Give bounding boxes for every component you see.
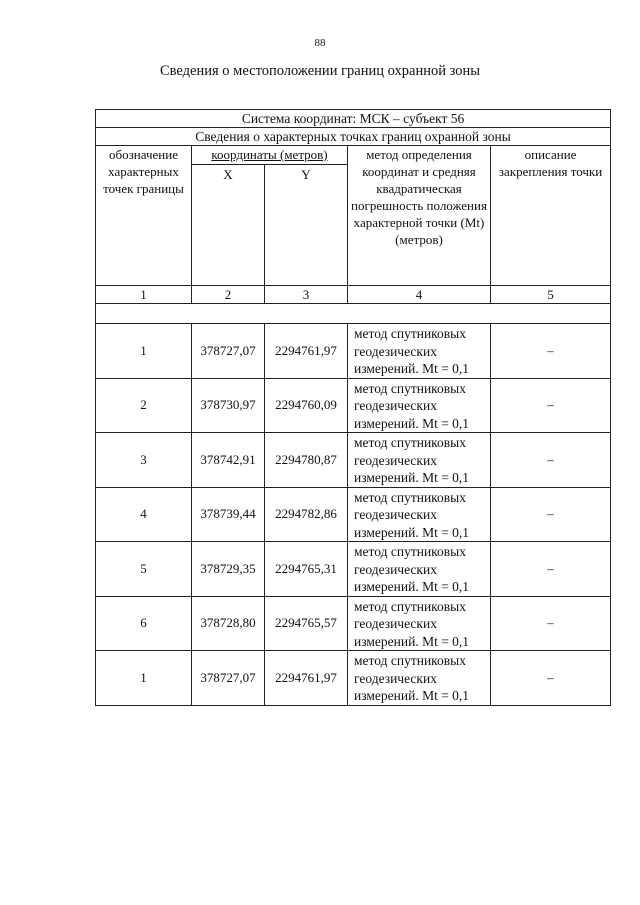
point-designation: 4 xyxy=(96,487,192,542)
boundary-points-table xyxy=(95,109,611,706)
table-row xyxy=(96,487,611,542)
header-row xyxy=(96,146,611,165)
header-method: метод определения координат и средняя квадратическая погрешность положения характерной точки (Mt) (метров) xyxy=(348,146,491,286)
column-number: 2 xyxy=(192,286,265,304)
header-y: Y xyxy=(265,165,348,286)
fixing-description: – xyxy=(491,487,611,542)
method-description: метод спутниковых геодезических измерений. Mt = 0,1 xyxy=(348,596,491,651)
method-description: метод спутниковых геодезических измерений. Mt = 0,1 xyxy=(348,433,491,488)
column-number-row xyxy=(96,286,611,304)
coordinate-system-label: Система координат: МСК – субъект 56 xyxy=(96,110,611,128)
header-designation: обозначение характерных точек границы xyxy=(96,146,192,286)
coordinate-y: 2294780,87 xyxy=(265,433,348,488)
coordinate-x: 378727,07 xyxy=(192,651,265,706)
fixing-description: – xyxy=(491,651,611,706)
table-row xyxy=(96,596,611,651)
header-coordinates xyxy=(192,146,348,165)
empty-row xyxy=(96,304,611,324)
coordinate-x: 378727,07 xyxy=(192,324,265,379)
point-designation: 6 xyxy=(96,596,192,651)
method-description: метод спутниковых геодезических измерений. Mt = 0,1 xyxy=(348,542,491,597)
column-number: 4 xyxy=(348,286,491,304)
coordinate-x: 378729,35 xyxy=(192,542,265,597)
column-number: 5 xyxy=(491,286,611,304)
coordinate-y: 2294760,09 xyxy=(265,378,348,433)
empty-cell xyxy=(96,304,611,324)
coordinate-system-row xyxy=(96,110,611,128)
header-coordinates-label: координаты (метров) xyxy=(211,147,328,162)
coordinate-y: 2294782,86 xyxy=(265,487,348,542)
coordinate-y: 2294761,97 xyxy=(265,324,348,379)
section-title: Сведения о характерных точках границ охранной зоны xyxy=(96,128,611,146)
table-row xyxy=(96,378,611,433)
table-row xyxy=(96,542,611,597)
coordinate-y: 2294765,31 xyxy=(265,542,348,597)
point-designation: 3 xyxy=(96,433,192,488)
method-description: метод спутниковых геодезических измерений. Mt = 0,1 xyxy=(348,651,491,706)
point-designation: 1 xyxy=(96,651,192,706)
section-title-row xyxy=(96,128,611,146)
coordinate-x: 378728,80 xyxy=(192,596,265,651)
method-description: метод спутниковых геодезических измерений. Mt = 0,1 xyxy=(348,378,491,433)
coordinate-x: 378730,97 xyxy=(192,378,265,433)
coordinate-y: 2294765,57 xyxy=(265,596,348,651)
header-x: X xyxy=(192,165,265,286)
point-designation: 5 xyxy=(96,542,192,597)
coordinate-x: 378742,91 xyxy=(192,433,265,488)
fixing-description: – xyxy=(491,433,611,488)
fixing-description: – xyxy=(491,542,611,597)
column-number: 3 xyxy=(265,286,348,304)
point-designation: 2 xyxy=(96,378,192,433)
header-description: описание закрепления точки xyxy=(491,146,611,286)
document-title: Сведения о местоположении границ охранной зоны xyxy=(159,63,480,79)
method-description: метод спутниковых геодезических измерений. Mt = 0,1 xyxy=(348,487,491,542)
table-row xyxy=(96,651,611,706)
table-row xyxy=(96,433,611,488)
method-description: метод спутниковых геодезических измерений. Mt = 0,1 xyxy=(348,324,491,379)
coordinate-y: 2294761,97 xyxy=(265,651,348,706)
table-row xyxy=(96,324,611,379)
point-designation: 1 xyxy=(96,324,192,379)
fixing-description: – xyxy=(491,324,611,379)
fixing-description: – xyxy=(491,378,611,433)
page-number: 88 xyxy=(314,37,326,49)
fixing-description: – xyxy=(491,596,611,651)
coordinate-x: 378739,44 xyxy=(192,487,265,542)
column-number: 1 xyxy=(96,286,192,304)
